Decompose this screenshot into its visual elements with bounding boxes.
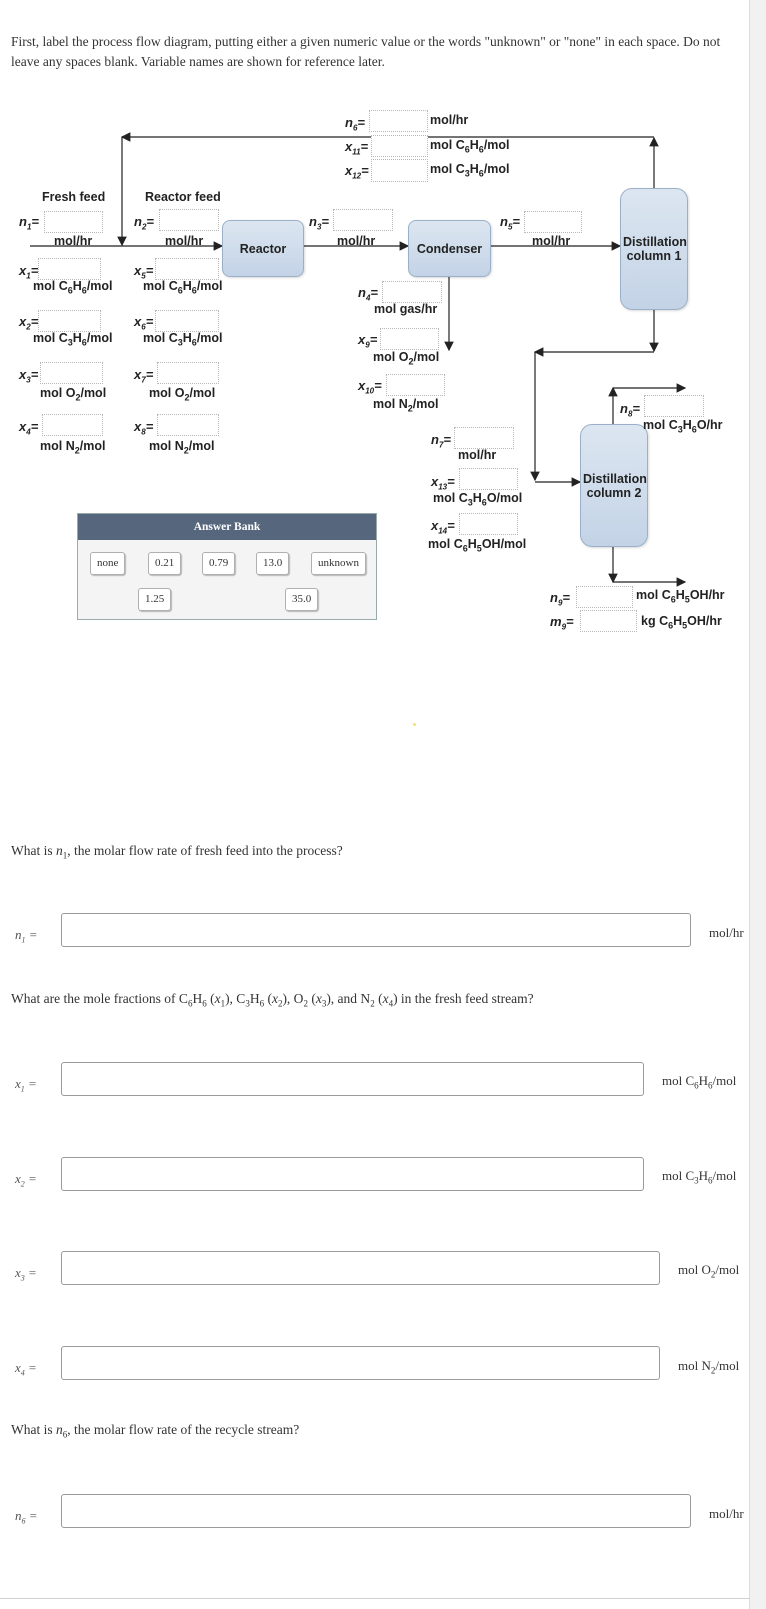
var-x6: $x_6=$ bbox=[134, 314, 154, 332]
cursor-dot bbox=[413, 723, 416, 726]
n6-input[interactable] bbox=[61, 1494, 691, 1528]
var-n9: $n_9=$ bbox=[550, 590, 570, 608]
condenser-unit: Condenser bbox=[408, 220, 491, 277]
var-n7: $n_7=$ bbox=[431, 432, 451, 450]
x5-unit: mol $C_6H_6$/mol bbox=[143, 279, 223, 296]
x10-drop-box[interactable] bbox=[386, 374, 445, 396]
x7-drop-box[interactable] bbox=[157, 362, 219, 384]
distillation-column-2: Distillation column 2 bbox=[580, 424, 648, 547]
n1-drop-box[interactable] bbox=[44, 211, 103, 233]
var-x5: $x_5=$ bbox=[134, 263, 154, 281]
reactor-unit: Reactor bbox=[222, 220, 304, 277]
x4-label: $x_4$ = bbox=[15, 1360, 37, 1378]
n1-label: $n_1$ = bbox=[15, 927, 38, 945]
var-n3: $n_3=$ bbox=[309, 214, 329, 232]
n8-unit: mol $C_3H_6O/hr$ bbox=[643, 418, 723, 435]
n5-drop-box[interactable] bbox=[524, 211, 582, 233]
reactor-feed-label: Reactor feed bbox=[145, 190, 221, 204]
var-n5: $n_5=$ bbox=[500, 214, 520, 232]
x13-unit: mol $C_3H_6O$/mol bbox=[433, 491, 523, 508]
question-n1: What is $n_1$, the molar flow rate of fresh feed into the process? bbox=[11, 843, 343, 861]
n4-unit: mol gas/hr bbox=[374, 302, 438, 316]
var-x12: $x_{12}=$ bbox=[345, 163, 369, 181]
n2-drop-box[interactable] bbox=[159, 209, 219, 231]
x4-response-unit: mol $N_2$/mol bbox=[678, 1358, 740, 1376]
n1-response-unit: mol/hr bbox=[709, 925, 744, 940]
n3-drop-box[interactable] bbox=[333, 209, 393, 231]
answer-chip-none[interactable]: none bbox=[90, 552, 125, 575]
var-x14: $x_{14}=$ bbox=[431, 518, 455, 536]
answer-chip-0.21[interactable]: 0.21 bbox=[148, 552, 181, 575]
n1-unit: mol/hr bbox=[54, 234, 93, 248]
n6-drop-box[interactable] bbox=[369, 110, 428, 132]
x4-input[interactable] bbox=[61, 1346, 660, 1380]
question-mole-fractions: What are the mole fractions of $C_6H_6$ $(x_1)$, $C_3H_6$ $(x_2)$, $O_2$ $(x_3)$, and $N_2$ $(x_4)$ in the fresh feed stream? bbox=[11, 991, 534, 1009]
x11-drop-box[interactable] bbox=[371, 135, 428, 157]
n6-label: $n_6$ = bbox=[15, 1508, 38, 1526]
answer-chip-13.0[interactable]: 13.0 bbox=[256, 552, 289, 575]
m9-unit: kg $C_6H_5OH/hr$ bbox=[641, 614, 722, 631]
page-scrollbar[interactable] bbox=[749, 0, 766, 1609]
x3-unit: mol $O_2$/mol bbox=[40, 386, 107, 403]
var-x2: $x_2=$ bbox=[19, 314, 39, 332]
instructions-text: First, label the process flow diagram, putting either a given numeric value or the words "unknown" or "none" in each space. Do not leave any spaces blank. Variable names are shown for reference later. bbox=[11, 34, 721, 69]
x2-response-unit: mol $C_3H_6$/mol bbox=[662, 1168, 737, 1186]
var-x4: $x_4=$ bbox=[19, 419, 39, 437]
x6-drop-box[interactable] bbox=[155, 310, 219, 332]
answer-chip-1.25[interactable]: 1.25 bbox=[138, 588, 171, 611]
n9-unit: mol $C_6H_5OH/hr$ bbox=[636, 588, 725, 605]
x2-input[interactable] bbox=[61, 1157, 644, 1191]
x14-drop-box[interactable] bbox=[459, 513, 518, 535]
var-n2: $n_2=$ bbox=[134, 214, 154, 232]
n6-unit: mol/hr bbox=[430, 113, 469, 127]
x2-drop-box[interactable] bbox=[38, 310, 101, 332]
n1-input[interactable] bbox=[61, 913, 691, 947]
x6-unit: mol $C_3H_6$/mol bbox=[143, 331, 223, 348]
var-n8: $n_8=$ bbox=[620, 401, 640, 419]
var-x3: $x_3=$ bbox=[19, 367, 39, 385]
n2-unit: mol/hr bbox=[165, 234, 204, 248]
x12-unit: mol $C_3H_6$/mol bbox=[430, 162, 510, 179]
n7-unit: mol/hr bbox=[458, 448, 497, 462]
var-x11: $x_{11}=$ bbox=[345, 139, 369, 157]
x3-label: $x_3$ = bbox=[15, 1265, 37, 1283]
x1-unit: mol $C_6H_6$/mol bbox=[33, 279, 113, 296]
x2-label: $x_2$ = bbox=[15, 1171, 37, 1189]
answer-chip-0.79[interactable]: 0.79 bbox=[202, 552, 235, 575]
x5-drop-box[interactable] bbox=[155, 258, 219, 280]
x10-unit: mol $N_2$/mol bbox=[373, 397, 439, 414]
question-n6: What is $n_6$, the molar flow rate of the recycle stream? bbox=[11, 1422, 300, 1440]
answer-chip-unknown[interactable]: unknown bbox=[311, 552, 366, 575]
var-m9: $m_9=$ bbox=[550, 614, 574, 632]
n9-drop-box[interactable] bbox=[576, 586, 633, 608]
answer-bank bbox=[77, 513, 377, 620]
var-x13: $x_{13}=$ bbox=[431, 474, 455, 492]
var-x7: $x_7=$ bbox=[134, 367, 154, 385]
page-bottom-divider bbox=[0, 1598, 750, 1599]
n3-unit: mol/hr bbox=[337, 234, 376, 248]
n5-unit: mol/hr bbox=[532, 234, 571, 248]
x1-label: $x_1$ = bbox=[15, 1076, 37, 1094]
answer-chip-35.0[interactable]: 35.0 bbox=[285, 588, 318, 611]
fresh-feed-label: Fresh feed bbox=[42, 190, 106, 204]
x8-unit: mol $N_2$/mol bbox=[149, 439, 215, 456]
x4-drop-box[interactable] bbox=[42, 414, 103, 436]
x13-drop-box[interactable] bbox=[459, 468, 518, 490]
var-x9: $x_9=$ bbox=[358, 332, 378, 350]
x2-unit: mol $C_3H_6$/mol bbox=[33, 331, 113, 348]
x9-drop-box[interactable] bbox=[380, 328, 439, 350]
m9-drop-box[interactable] bbox=[580, 610, 637, 632]
x7-unit: mol $O_2$/mol bbox=[149, 386, 216, 403]
var-x10: $x_{10}=$ bbox=[358, 378, 382, 396]
x3-drop-box[interactable] bbox=[40, 362, 103, 384]
x1-response-unit: mol $C_6H_6$/mol bbox=[662, 1073, 737, 1091]
n7-drop-box[interactable] bbox=[454, 427, 514, 449]
var-x8: $x_8=$ bbox=[134, 419, 154, 437]
var-n6: $n_6=$ bbox=[345, 115, 365, 133]
n4-drop-box[interactable] bbox=[382, 281, 442, 303]
x3-response-unit: mol $O_2$/mol bbox=[678, 1262, 740, 1280]
distillation-column-1: Distillation column 1 bbox=[620, 188, 688, 310]
x1-drop-box[interactable] bbox=[38, 258, 101, 280]
x4-unit: mol $N_2$/mol bbox=[40, 439, 106, 456]
x9-unit: mol $O_2$/mol bbox=[373, 350, 440, 367]
x3-input[interactable] bbox=[61, 1251, 660, 1285]
var-n4: $n_4=$ bbox=[358, 285, 378, 303]
answer-bank-title: Answer Bank bbox=[78, 514, 376, 540]
x1-input[interactable] bbox=[61, 1062, 644, 1096]
var-n1: $n_1=$ bbox=[19, 214, 39, 232]
x14-unit: mol $C_6H_5OH$/mol bbox=[428, 537, 527, 554]
x12-drop-box[interactable] bbox=[371, 159, 428, 182]
x8-drop-box[interactable] bbox=[157, 414, 219, 436]
n8-drop-box[interactable] bbox=[644, 395, 704, 417]
var-x1: $x_1=$ bbox=[19, 263, 39, 281]
n6-response-unit: mol/hr bbox=[709, 1506, 744, 1521]
x11-unit: mol $C_6H_6$/mol bbox=[430, 138, 510, 155]
